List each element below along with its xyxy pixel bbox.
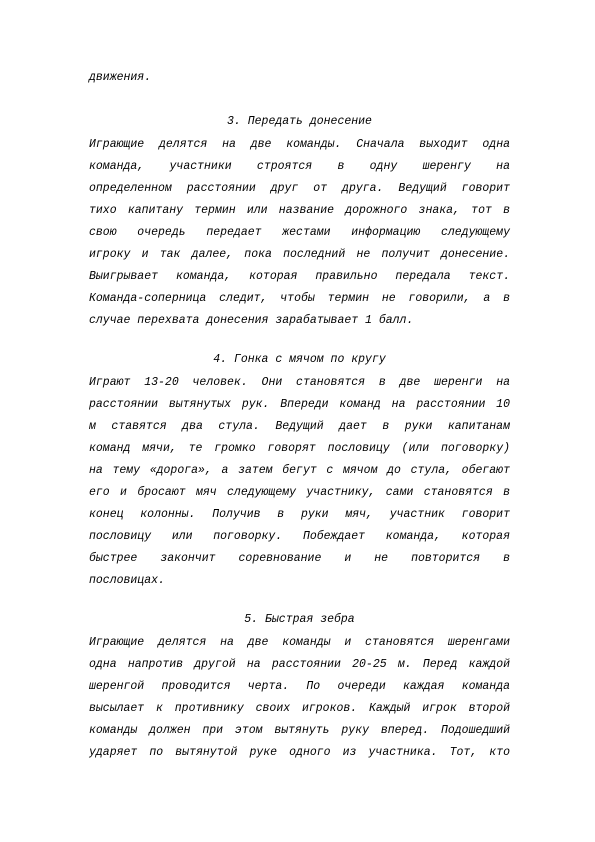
section-3-heading: 3. Передать донесение (227, 115, 372, 128)
section-3-line-9: случае перехвата донесения зарабатывает 1 балл. (89, 314, 414, 327)
section-3-line-6: игроку и так далее, пока последний не получит донесение. (89, 248, 510, 261)
section-3-line-3: определенном расстоянии друг от друга. Ведущий говорит (89, 182, 510, 195)
section-5-line-6: ударяет по вытянутой руке одного из участника. Тот, кто (89, 746, 510, 759)
section-4-line-9: быстрее закончит соревнование и не повторится в (89, 552, 510, 565)
section-3-line-7: Выигрывает команда, которая правильно передала текст. (89, 270, 510, 283)
section-4-line-7: конец колонны. Получив в руки мяч, участник говорит (89, 508, 510, 521)
section-4-line-2: расстоянии вытянутых рук. Впереди команд на расстоянии 10 (89, 398, 510, 411)
section-4-line-3: м ставятся два стула. Ведущий дает в руки капитанам (89, 420, 510, 433)
section-5-line-4: высылает к противнику своих игроков. Каждый игрок второй (89, 702, 510, 715)
section-4-line-4: команд мячи, те громко говорят пословицу (или поговорку) (89, 442, 510, 455)
section-4-line-6: его и бросают мяч следующему участнику, сами становятся в (89, 486, 510, 499)
section-5-line-1: Играющие делятся на две команды и становятся шеренгами (89, 636, 510, 649)
section-3-line-8: Команда-соперница следит, чтобы термин не говорили, а в (89, 292, 510, 305)
section-3-line-1: Играющие делятся на две команды. Сначала выходит одна (89, 138, 510, 151)
section-3-line-2: команда, участники строятся в одну шеренгу на (89, 160, 510, 173)
intro-tail-text: движения. (89, 71, 152, 84)
section-5-line-2: одна напротив другой на расстоянии 20-25 м. Перед каждой (89, 658, 510, 671)
section-4-line-5: на тему «дорога», а затем бегут с мячом до стула, обегают (89, 464, 510, 477)
section-4-heading: 4. Гонка с мячом по кругу (213, 353, 386, 366)
section-5-heading: 5. Быстрая зебра (244, 613, 355, 626)
section-3-line-5: свою очередь передает жестами информацию следующему (89, 226, 510, 239)
section-4-line-1: Играют 13-20 человек. Они становятся в две шеренги на (89, 376, 510, 389)
section-4-line-8: пословицу или поговорку. Побеждает команда, которая (89, 530, 510, 543)
section-5-line-5: команды должен при этом вытянуть руку вперед. Подошедший (89, 724, 510, 737)
section-5-line-3: шеренгой проводится черта. По очереди каждая команда (89, 680, 510, 693)
section-4-line-10: пословицах. (89, 574, 165, 587)
section-3-line-4: тихо капитану термин или название дорожного знака, тот в (89, 204, 510, 217)
